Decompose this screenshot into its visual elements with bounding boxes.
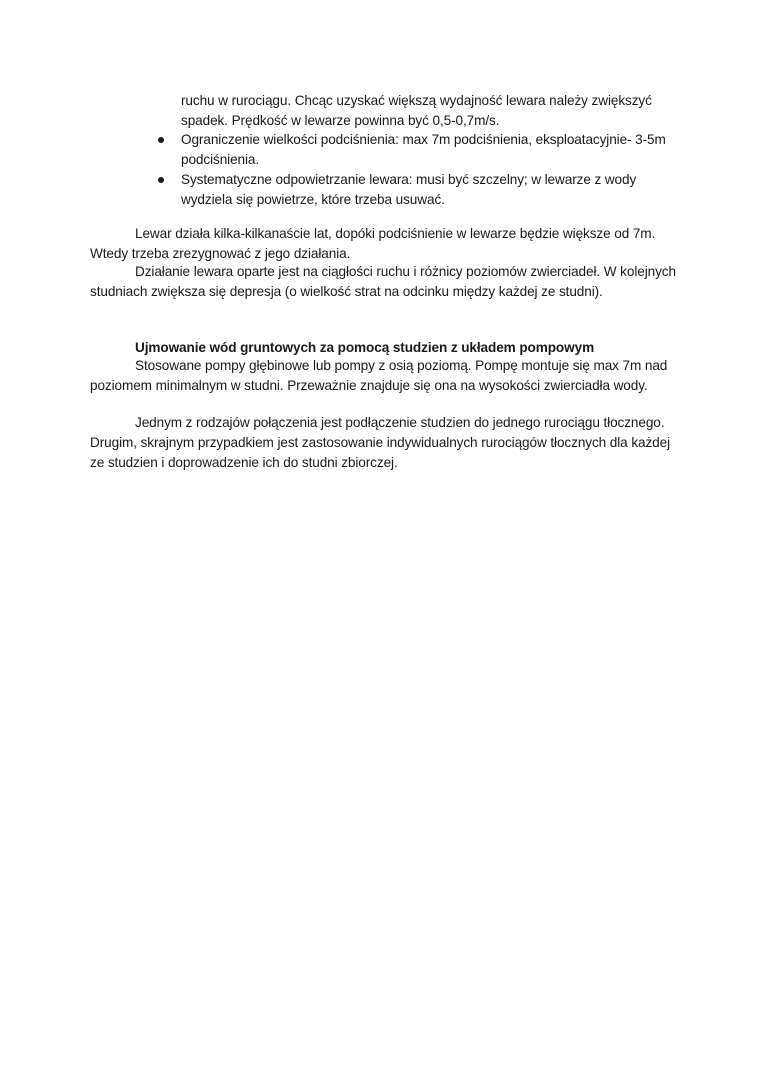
bullet-item-2 [0, 170, 671, 210]
bullet-text-1: Ograniczenie wielkości podciśnienia: max 7m podciśnienia, eksploatacyjnie- 3-5m podciśnienia. [181, 132, 666, 167]
bullet-item-1 [0, 130, 671, 170]
paragraph-1: Lewar działa kilka-kilkanaście lat, dopóki podciśnienie w lewarze będzie większe od 7m. Wtedy trzeba zrezygnować z jego działania. [90, 226, 656, 261]
bullet-text-2: Systematyczne odpowietrzanie lewara: musi być szczelny; w lewarze z wody wydziela się powietrze, które trzeba usuwać. [181, 172, 637, 207]
section-heading: Ujmowanie wód gruntowych za pomocą studzien z układem pompowym [135, 340, 595, 355]
bullet-list [0, 130, 760, 210]
continuation-text: ruchu w rurociągu. Chcąc uzyskać większą wydajność lewara należy zwiększyć spadek. Prędkość w lewarze powinna być 0,5-0,7m/s. [181, 93, 652, 128]
paragraph-3: Stosowane pompy głębinowe lub pompy z osią poziomą. Pompę montuje się max 7m nad poziomem minimalnym w studni. Przeważnie znajduje się ona na wysokości zwierciadła wody. [90, 358, 668, 393]
paragraph-4: Jednym z rodzajów połączenia jest podłączenie studzien do jednego rurociągu tłocznego. Drugim, skrajnym przypadkiem jest zastosowanie indywidualnych rurociągów tłocznych dla każdej ze studzien i doprowadzenie ich do studni zbiorczej. [90, 415, 671, 470]
paragraph-2: Działanie lewara oparte jest na ciągłości ruchu i różnicy poziomów zwierciadeł. W kolejnych studniach zwiększa się depresja (o wielkość strat na odcinku między każdej ze studni). [90, 264, 676, 299]
bullet-icon [158, 137, 164, 143]
bullet-icon [158, 177, 164, 183]
